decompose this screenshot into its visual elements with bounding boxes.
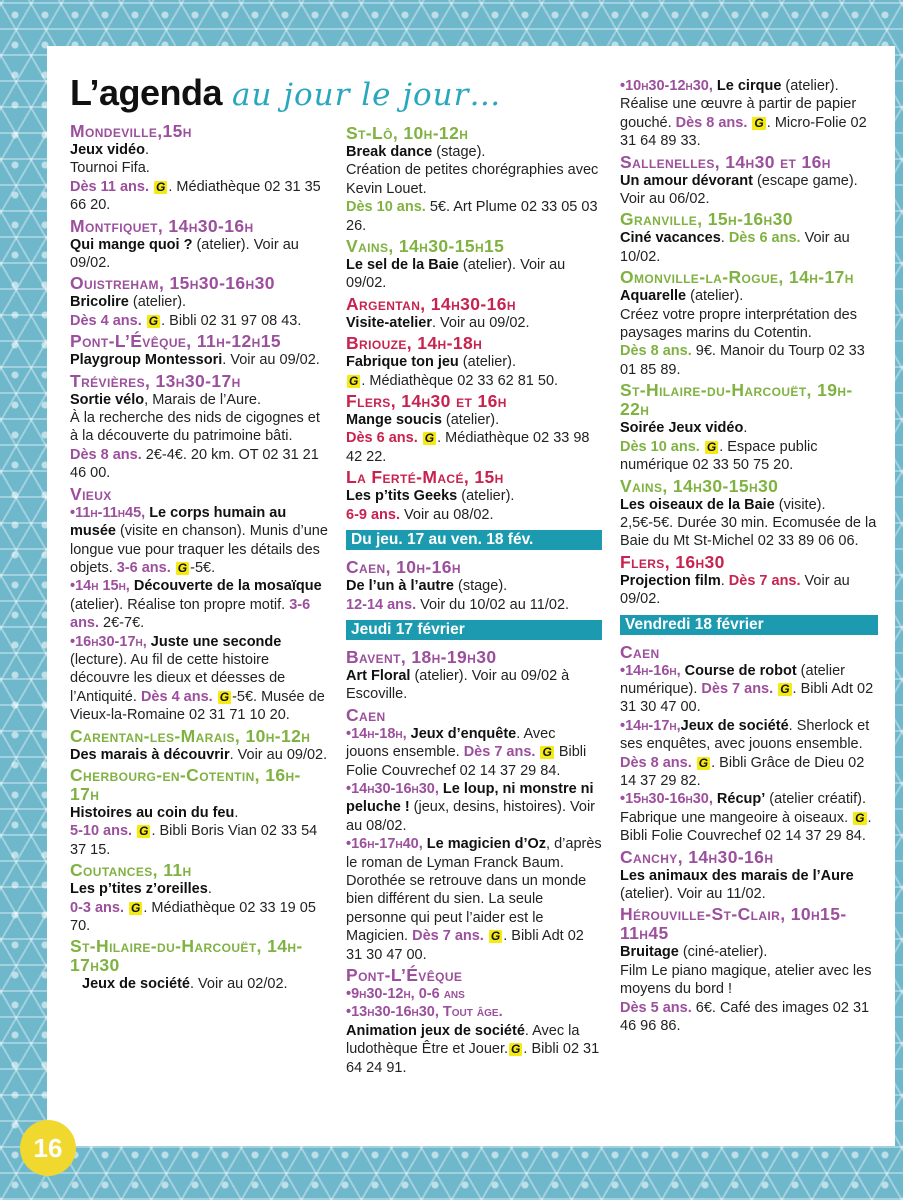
g-badge-icon: G	[177, 560, 188, 575]
event-place: Flers, 16h30	[620, 551, 725, 572]
date-banner: Jeudi 17 février	[346, 620, 602, 640]
session-text: , d’après le roman de Lyman Franck Baum. Dorothée se retrouve dans un monde bien différent du sien. La seule personne qui peut l’aider est le Magicien.	[346, 836, 602, 945]
event-caen-stage	[346, 558, 602, 614]
column-1	[70, 122, 328, 996]
event-title: Mange soucis	[346, 412, 442, 429]
event-vieux	[70, 485, 328, 725]
event-pont-leveque	[70, 332, 328, 369]
event-title: Les oiseaux de la Baie	[620, 496, 775, 513]
session-time: •10h30-12h30,	[620, 78, 713, 94]
session-time: •9h30-12h, 0-6 ans	[346, 986, 465, 1002]
session-time: •15h30-16h30,	[620, 791, 713, 808]
date-banner: Du jeu. 17 au ven. 18 fév.	[346, 530, 602, 550]
event-flers-2	[620, 553, 878, 609]
event-title: Projection film	[620, 572, 721, 589]
g-badge-icon: G	[542, 745, 552, 760]
session-end: 2€-7€.	[99, 615, 145, 632]
event-granville: Granville, 15h-16h30 Ciné vacances. Dès 6 ans. Voir au 10/02.	[620, 210, 878, 266]
event-title: Le sel de la Baie	[346, 257, 459, 274]
session-text: . Sherlock et ses enquêtes, avec jouons ensemble.	[620, 717, 870, 753]
event-info: (escape game). Voir au 06/02.	[620, 172, 858, 208]
event-title: Bricolire	[70, 294, 129, 311]
age-label: 6-9 ans.	[346, 506, 400, 523]
event-trevieres	[70, 372, 328, 483]
event-place: Coutances, 11h	[70, 860, 192, 881]
event-info: . Médiathèque 02 31 35 66 20.	[70, 178, 321, 214]
page-title	[70, 72, 501, 114]
event-place: St-Hilaire-du-Harcouët, 14h-17h30	[70, 936, 303, 976]
event-title: Ciné vacances	[620, 230, 721, 247]
session-title: Le cirque	[712, 78, 782, 94]
session-end: Bibli Folie Couvrechef 02 14 37 29 84.	[346, 744, 587, 779]
g-badge-icon: G	[490, 929, 501, 944]
session-time: •14h30-16h30,	[346, 780, 439, 797]
event-place: Granville, 15h-16h30	[620, 209, 793, 230]
g-badge-icon: G	[855, 810, 865, 825]
event-place: Cherbourg-en-Cotentin, 16h-17h	[70, 764, 301, 804]
event-place: Hérouville-St-Clair, 10h15-11h45	[620, 904, 847, 944]
session-end: -5€. Musée de Vieux-la-Romaine 02 31 71 10 20.	[70, 688, 325, 724]
age-label: 3-6 ans.	[116, 559, 171, 576]
event-info: (visite). 2,5€-5€. Durée 30 min. Ecomusée de la Baie du Mt St-Michel 02 33 89 06 06.	[620, 496, 877, 550]
session-text: (atelier). Réalise ton propre motif.	[70, 596, 290, 613]
age-label: Dès 5 ans.	[620, 999, 692, 1016]
event-info: (atelier). Voir au 09/02 à Escoville.	[346, 667, 570, 703]
page-number: 16	[20, 1120, 76, 1176]
event-title: Animation jeux de société	[346, 1022, 525, 1039]
event-info: (atelier).	[441, 412, 500, 429]
g-badge-icon: G	[754, 115, 764, 130]
event-info: Voir du 10/02 au 11/02.	[416, 596, 570, 613]
event-vains-2	[620, 477, 878, 551]
age-label: Dès 7 ans.	[463, 744, 536, 761]
session-text: (atelier créatif). Fabrique une mangeoire à oiseaux.	[620, 791, 866, 826]
event-place: Flers, 14h30 et 16h	[346, 391, 507, 412]
session-title: Récup’	[712, 791, 766, 808]
g-badge-icon: G	[424, 431, 435, 446]
session-title: Jeux d’enquête	[406, 725, 517, 742]
event-info: . Voir au 02/02.	[190, 976, 288, 993]
column-2	[346, 124, 602, 1079]
age-label: Dès 7 ans.	[701, 680, 774, 697]
session-text: (visite en chanson). Munis d’une longue vue pour traquer les détails des objets.	[70, 523, 328, 576]
age-label: Dès 6 ans.	[346, 430, 418, 447]
event-title: Jeux de société	[82, 976, 190, 993]
session-title: Course de robot	[680, 662, 797, 679]
event-info: (atelier). Voir au 09/02.	[70, 236, 299, 272]
g-badge-icon: G	[780, 681, 790, 696]
event-coutances	[70, 861, 328, 935]
session-text: (atelier). Réalise une œuvre à partir de papier gouché.	[620, 78, 857, 131]
session-time: •14h-17h,	[620, 717, 681, 734]
session-text: . Avec jouons ensemble.	[346, 725, 556, 761]
event-montfiquet	[70, 217, 328, 273]
session-title: Découverte de la mosaïque	[129, 578, 322, 595]
event-title: Un amour dévorant	[620, 172, 753, 189]
g-badge-icon: G	[349, 373, 359, 388]
g-badge-icon: G	[131, 900, 141, 915]
event-info: (atelier).	[457, 488, 515, 505]
event-info: . Médiathèque 02 33 98 42 22.	[346, 430, 590, 465]
event-title: Visite-atelier	[346, 314, 432, 331]
session-title: Le corps humain au musée	[70, 504, 287, 540]
event-desc: Création de petites chorégraphies avec Kevin Louet.	[346, 162, 599, 197]
age-label: 12-14 ans.	[346, 596, 417, 613]
event-herouville	[620, 905, 878, 1035]
event-desc: Créez votre propre interprétation des paysages marins du Cotentin.	[620, 306, 857, 342]
event-place: Bavent, 18h-19h30	[346, 646, 497, 667]
event-info: .	[207, 881, 212, 898]
event-carentan	[70, 727, 328, 764]
event-info: . Voir au 09/02.	[222, 352, 320, 369]
event-place: Carentan-les-Marais, 10h-12h	[70, 725, 311, 746]
event-vains	[346, 237, 602, 293]
event-place: Vieux	[70, 483, 112, 504]
event-info: . Bibli 02 31 97 08 43.	[161, 312, 302, 329]
event-place: Briouze, 14h-18h	[346, 333, 483, 354]
event-info: (atelier). Voir au 09/02.	[346, 257, 566, 292]
session-time: •11h-11h45,	[70, 504, 146, 521]
event-info: .	[720, 572, 725, 589]
session-text: (lecture). Au fil de cette histoire découvre les dieux et déesses de l’Antiquité.	[70, 651, 286, 705]
event-ferte-mace	[346, 468, 602, 524]
event-info: (atelier).	[686, 288, 744, 305]
event-argentan	[346, 295, 602, 332]
session-title: Le magicien d’Oz	[422, 836, 547, 853]
event-st-hilaire	[70, 937, 328, 993]
event-title: Les animaux des marais de l’Aure	[620, 867, 854, 884]
age-label: Dès 6 ans.	[728, 230, 801, 247]
event-info: Voir au 09/02.	[620, 572, 850, 608]
event-info: Voir au 10/02.	[620, 230, 850, 265]
session-title: Le loup, ni monstre ni peluche !	[346, 780, 594, 816]
event-place: Caen, 10h-16h	[346, 557, 461, 578]
event-title: Art Floral	[346, 667, 411, 684]
event-title: Qui mange quoi ?	[70, 236, 193, 253]
event-pont-leveque-2	[346, 966, 602, 1077]
event-place: Argentan, 14h30-16h	[346, 293, 516, 314]
event-place: Pont-L’Évêque, 11h-12h15	[70, 331, 282, 352]
event-place: Caen	[346, 704, 386, 725]
event-place: Sallenelles, 14h30 et 16h	[620, 151, 831, 172]
event-title: Histoires au coin du feu	[70, 804, 235, 821]
event-caen-vendredi	[620, 643, 878, 846]
event-st-hilaire-2	[620, 381, 878, 474]
event-canchy	[620, 848, 878, 904]
event-info: 9€. Manoir du Tourp 02 33 01 85 89.	[620, 343, 865, 378]
age-label: 5-10 ans.	[70, 823, 133, 840]
age-label: Dès 10 ans.	[346, 199, 426, 216]
event-info: (atelier).	[128, 294, 187, 311]
session-time: •14h 15h,	[70, 578, 130, 595]
event-title: Soirée Jeux vidéo	[620, 420, 744, 437]
event-info: . Médiathèque 02 33 62 81 50.	[361, 372, 559, 389]
g-badge-icon: G	[139, 824, 149, 839]
event-title: Fabrique ton jeu	[346, 354, 459, 371]
event-bavent	[346, 648, 602, 704]
event-title: Des marais à découvrir	[70, 746, 230, 763]
event-info: . Voir au 09/02.	[229, 746, 328, 763]
event-title: Les p’tits Geeks	[346, 488, 458, 505]
title-bold: L’agenda	[70, 72, 223, 113]
event-place: Trévières, 13h30-17h	[70, 370, 241, 391]
event-info: 2€-4€. 20 km. OT 02 31 21 46 00.	[70, 446, 319, 482]
event-info: (atelier).	[458, 354, 516, 371]
g-badge-icon: G	[511, 1042, 521, 1057]
g-badge-icon: G	[219, 689, 230, 704]
event-info: . Voir au 09/02.	[431, 314, 530, 331]
event-mondeville: Mondeville,15h Jeux vidéo. Tournoi Fifa. Dès 11 ans. G . Médiathèque 02 31 35 66 20.	[70, 122, 328, 215]
g-badge-icon: G	[698, 755, 709, 770]
event-place: Vains, 14h30-15h30	[620, 475, 779, 496]
age-label: Dès 8 ans.	[70, 446, 142, 463]
session-title: Jeux de société	[680, 717, 789, 734]
event-st-lo	[346, 124, 602, 235]
age-label: Dès 7 ans.	[728, 572, 801, 589]
event-info: . Bibli Boris Vian 02 33 54 37 15.	[70, 823, 318, 858]
event-title: De l’un à l’autre	[346, 578, 454, 595]
session-title: Juste une seconde	[146, 633, 282, 650]
session-end: . Bibli Adt 02 31 30 47 00.	[346, 928, 584, 963]
event-title: Playgroup Montessori	[70, 352, 223, 369]
event-info: .	[743, 420, 748, 437]
event-ouistreham	[70, 274, 328, 330]
event-place: St-Lô, 10h-12h	[346, 123, 469, 143]
age-label: Dès 4 ans.	[140, 688, 213, 705]
g-badge-icon: G	[148, 313, 159, 328]
age-label: 3-6 ans.	[70, 596, 311, 632]
age-label: Dès 8 ans.	[675, 114, 748, 131]
event-info: Voir au 08/02.	[400, 506, 494, 523]
event-info: . Avec la ludothèque Être et Jouer.	[346, 1022, 580, 1058]
event-desc: Film Le piano magique, atelier avec les moyens du bord !	[620, 962, 872, 998]
session-time: •16h30-17h,	[70, 633, 147, 650]
session-end: . Micro-Folie 02 31 64 89 33.	[620, 114, 867, 150]
event-place: Canchy, 14h30-16h	[620, 846, 774, 867]
event-title: Jeux vidéo	[70, 142, 145, 158]
event-info: (stage).	[453, 578, 508, 595]
event-cherbourg	[70, 766, 328, 859]
event-place: Pont-L’Évêque	[346, 965, 463, 985]
age-label: Dès 10 ans.	[620, 438, 700, 455]
age-label: Dès 8 ans.	[620, 754, 692, 771]
event-title: Sortie vélo	[70, 391, 145, 408]
event-place: St-Hilaire-du-Harcouët, 19h-22h	[620, 380, 853, 420]
title-script: au jour le jour…	[232, 77, 502, 113]
age-label: Dès 7 ans.	[412, 928, 484, 945]
event-sallenelles	[620, 153, 878, 209]
session-end: . Bibli Folie Couvrechef 02 14 37 29 84.	[620, 809, 872, 845]
session-time: •14h-16h,	[620, 662, 681, 679]
event-info: (ciné-atelier).	[678, 944, 768, 961]
session-end: . Bibli Grâce de Dieu 02 14 37 29 82.	[620, 754, 865, 789]
event-info: .	[234, 804, 239, 821]
event-place: Montfiquet, 14h30-16h	[70, 215, 254, 236]
session-end: . Bibli Adt 02 31 30 47 00.	[620, 680, 874, 716]
g-badge-icon: G	[156, 179, 166, 194]
event-place: Mondeville,15h	[70, 121, 192, 141]
g-badge-icon: G	[706, 439, 717, 454]
age-label: Dès 4 ans.	[70, 312, 142, 329]
session-text: (atelier numérique).	[620, 662, 846, 697]
event-place: Vains, 14h30-15h15	[346, 236, 505, 257]
event-info: . Médiathèque 02 33 19 05 70.	[70, 899, 316, 934]
age-label: 0-3 ans.	[70, 899, 124, 916]
event-info: 6€. Café des images 02 31 46 96 86.	[620, 999, 870, 1035]
date-banner: Vendredi 18 février	[620, 615, 878, 635]
age-label: Dès 8 ans.	[620, 343, 692, 360]
event-cirque	[620, 77, 878, 151]
column-3	[620, 77, 878, 1037]
event-place: La Ferté-Macé, 15h	[346, 467, 504, 488]
event-place: Caen	[620, 641, 660, 662]
event-title: Bruitage	[620, 944, 679, 961]
event-info: (atelier). Voir au 11/02.	[620, 886, 766, 902]
event-title: Aquarelle	[620, 288, 687, 305]
session-time: •16h-17h40,	[346, 836, 423, 853]
event-place: Ouistreham, 15h30-16h30	[70, 273, 275, 294]
event-desc: Tournoi Fifa.	[70, 160, 150, 177]
event-info: . Bibli 02 31 64 24 91.	[346, 1041, 600, 1076]
event-title: Break dance	[346, 144, 433, 160]
event-info: . Espace public numérique 02 33 50 75 20.	[620, 438, 818, 474]
event-place: Omonville-la-Rogue, 14h-17h	[620, 267, 854, 288]
event-info: (stage).	[432, 144, 486, 160]
session-time: •14h-18h,	[346, 725, 407, 742]
session-end: -5€.	[190, 559, 216, 576]
age-label: Dès 11 ans.	[70, 178, 149, 195]
event-flers	[346, 392, 602, 466]
session-time: •13h30-16h30, Tout âge.	[346, 1004, 503, 1021]
event-omonville	[620, 268, 878, 379]
event-desc: À la recherche des nids de cigognes et à la découverte du patrimoine bâti.	[70, 410, 320, 445]
event-caen-jeudi	[346, 706, 602, 964]
session-text: (jeux, desins, histoires). Voir au 08/02.	[346, 799, 596, 834]
event-info: 5€. Art Plume 02 33 05 03 26.	[346, 199, 598, 234]
event-title: Les p’tites z’oreilles	[70, 881, 208, 898]
event-info: , Marais de l’Aure.	[144, 391, 261, 408]
event-briouze	[346, 334, 602, 390]
